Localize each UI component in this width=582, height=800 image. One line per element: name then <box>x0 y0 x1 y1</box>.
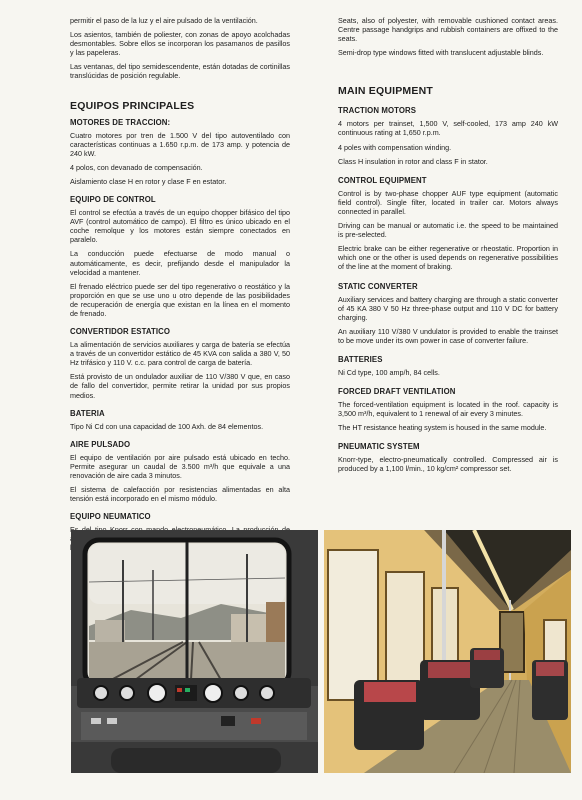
section-title: FORCED DRAFT VENTILATION <box>338 387 456 397</box>
section-title: STATIC CONVERTER <box>338 281 418 291</box>
section-paragraph: 4 motors per trainset, 1,500 V, self-cooled, 173 amp 240 kW continuous rating at 1,650 r.p.m. <box>338 119 558 138</box>
section-paragraph: Auxiliary services and battery charging are through a static converter of 45 KA 380 V 50 Hz three-phase output and 110 V DC for battery charging. <box>338 294 558 322</box>
intro-paragraph: Los asientos, también de poliester, con zonas de apoyo acolchadas desmontables. Sobre ellos se incorporan los pasamanos de pasillos y las papeleras. <box>70 30 290 58</box>
section-title: TRACTION MOTORS <box>338 106 417 116</box>
section-title: EQUIPO DE CONTROL <box>70 195 156 205</box>
section-paragraph: The HT resistance heating system is housed in the same module. <box>338 423 547 433</box>
section-title: PNEUMATIC SYSTEM <box>338 442 420 452</box>
section-paragraph: El control se efectúa a través de un equipo chopper bifásico del tipo AVF (control automático de campo). El filtro es único ubicado en el coche remolque y los motores están siempre conectados en paralelo. <box>70 208 290 245</box>
section-paragraph: 4 polos, con devanado de compensación. <box>70 162 203 172</box>
intro-paragraph: Las ventanas, del tipo semidescendente, están dotadas de cortinillas translúcidas de posición regulable. <box>70 62 290 81</box>
section-paragraph: Control is by two-phase chopper AUF type equipment (automatic field control). Single filter, located in trailer car. Motors always connected in parallel. <box>338 188 558 216</box>
intro-paragraph: Seats, also of polyester, with removable cushioned contact areas. Centre passage handgrips and rubbish containers are offixed to the seats. <box>338 16 558 44</box>
section-title: EQUIPO NEUMATICO <box>70 512 151 522</box>
interior-photo <box>324 530 571 773</box>
main-heading: EQUIPOS PRINCIPALES <box>70 99 195 112</box>
section-paragraph: The forced-ventilation equipment is located in the roof. capacity is 3,500 m³/h, equivalent to 1 renewal of air every 3 minutes. <box>338 400 558 419</box>
section-paragraph: Tipo Ni Cd con una capacidad de 100 Axh. de 84 elementos. <box>70 421 264 431</box>
section-paragraph: Knorr-type, electro-pneumatically controlled. Compressed air is produced by a 1,100 l/min., 10 kg/cm² compressor set. <box>338 455 558 474</box>
section-paragraph: Driving can be manual or automatic i.e. the speed to be maintained is pre-selected. <box>338 221 558 240</box>
section-paragraph: Electric brake can be either regenerative or rheostatic. Proportion in which one or the other is used depends on regenerative possibilities of the line at the moment of braking. <box>338 244 558 272</box>
english-column <box>338 16 558 479</box>
section-title: CONTROL EQUIPMENT <box>338 175 427 185</box>
section-paragraph: Cuatro motores por tren de 1.500 V del tipo autoventilado con características continuas a 1.650 r.p.m. de 173 amp. y potencia de 240 kW. <box>70 130 290 158</box>
section-paragraph: An auxiliary 110 V/380 V undulator is provided to enable the trainset to be move under its own power in case of converter failure. <box>338 326 558 345</box>
section-title: CONVERTIDOR ESTATICO <box>70 327 171 337</box>
section-paragraph: Aislamiento clase H en rotor y clase F en estator. <box>70 176 227 186</box>
spanish-column <box>70 16 290 557</box>
section-title: BATERIA <box>70 408 105 418</box>
section-paragraph: El frenado eléctrico puede ser del tipo regenerativo o reostático y la proporción en que se use uno u otro depende de las posibilidades de recuperación de energía que existan en la línea en el momento de frenado. <box>70 281 290 318</box>
section-title: MOTORES DE TRACCION: <box>70 117 171 127</box>
section-paragraph: Class H insulation in rotor and class F in stator. <box>338 156 488 166</box>
intro-paragraph: Semi-drop type windows fitted with translucent adjustable blinds. <box>338 48 544 58</box>
section-paragraph: La alimentación de servicios auxiliares y carga de batería se efectúa a través de un convertidor estático de 45 KVA con salida a 380 V, 50 Hz trifásico y 110 V. c.c. para control de carga de batería. <box>70 340 290 368</box>
cab-photo <box>71 530 318 773</box>
section-paragraph: La conducción puede efectuarse de modo manual o automáticamente, es decir, prefijando desde el manipulador la velocidad a mantener. <box>70 249 290 277</box>
intro-paragraph: permitir el paso de la luz y el aire pulsado de la ventilación. <box>70 16 258 25</box>
section-title: AIRE PULSADO <box>70 439 131 449</box>
section-paragraph: Está provisto de un ondulador auxiliar de 110 V/380 V que, en caso de fallo del convertidor, permite retirar la unidad por sus propios medios. <box>70 372 290 400</box>
main-heading: MAIN EQUIPMENT <box>338 85 433 98</box>
section-paragraph: El sistema de calefacción por resistencias alimentadas en alta tensión está incorporado en el mismo módulo. <box>70 485 290 504</box>
section-paragraph: El equipo de ventilación por aire pulsado está ubicado en techo. Permite asegurar un caudal de 3.500 m³/h que equivale a una renovación de aire cada 3 minutos. <box>70 452 290 480</box>
section-paragraph: 4 poles with compensation winding. <box>338 142 452 152</box>
section-title: BATTERIES <box>338 354 383 364</box>
section-paragraph: Ni Cd type, 100 amp/h, 84 cells. <box>338 367 440 377</box>
